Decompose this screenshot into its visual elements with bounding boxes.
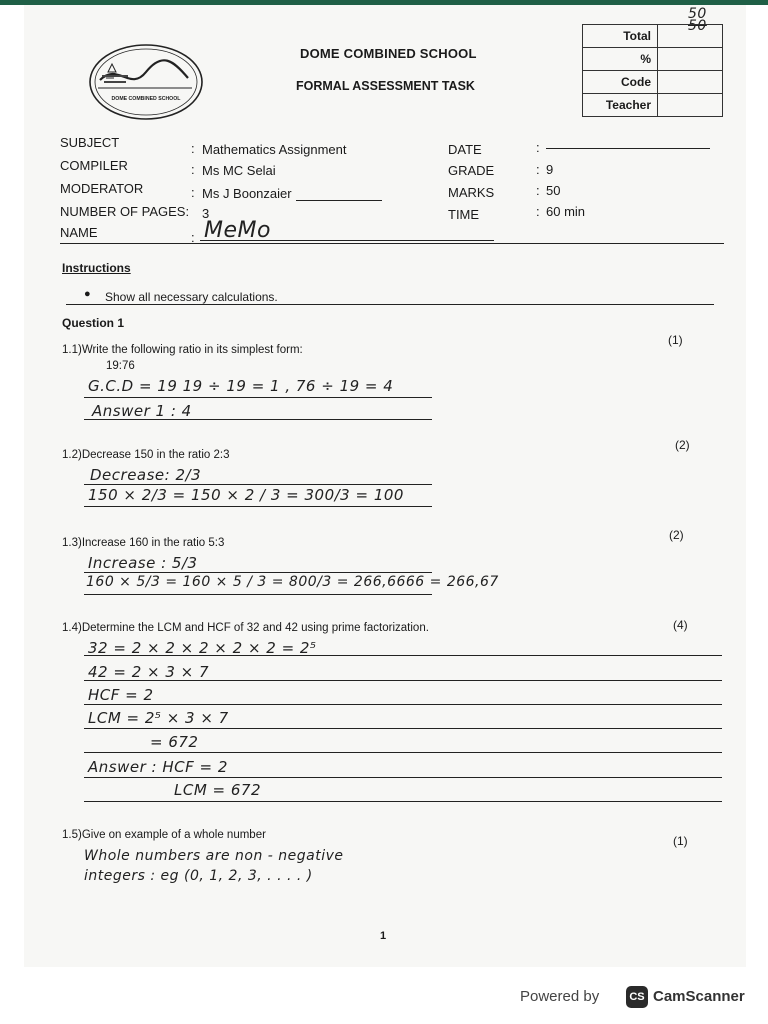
subject-value: Mathematics Assignment	[202, 142, 347, 157]
q1-3-text: 1.3)Increase 160 in the ratio 5:3	[62, 537, 225, 549]
q1-2-answer-line-1: Decrease: 2/3	[90, 466, 202, 484]
marks-value: 50	[546, 183, 561, 198]
instructions-underline	[66, 304, 714, 305]
school-name: DOME COMBINED SCHOOL	[300, 46, 477, 61]
name-underline	[200, 240, 494, 241]
q1-2-answer-line-2: 150 × 2/3 = 150 × 2 / 3 = 300/3 = 100	[88, 486, 404, 504]
grade-colon: :	[536, 162, 540, 177]
q1-1-answer-line-2: Answer 1 : 4	[92, 402, 192, 420]
q1-5-answer-line-2: integers : eg (0, 1, 2, 3, . . . . )	[84, 868, 313, 884]
q1-1-line-2	[84, 419, 432, 420]
q1-4-text: 1.4)Determine the LCM and HCF of 32 and 42 using prime factorization.	[62, 622, 429, 634]
q1-5-text: 1.5)Give on example of a whole number	[62, 829, 266, 841]
score-box	[582, 24, 723, 117]
q1-1-answer-line-1: G.C.D = 19 19 ÷ 19 = 1 , 76 ÷ 19 = 4	[88, 377, 394, 395]
q1-4-line-2	[84, 680, 722, 681]
q1-3-answer-line-1: Increase : 5/3	[88, 554, 198, 572]
mark-obtained: 50	[688, 6, 707, 22]
date-underline	[546, 148, 710, 149]
time-value: 60 min	[546, 204, 586, 219]
task-title: FORMAL ASSESSMENT TASK	[296, 79, 475, 93]
q1-4-answer-line-2: 42 = 2 × 3 × 7	[88, 663, 210, 681]
logo-text: DOME COMBINED SCHOOL	[111, 96, 181, 102]
q1-1-ratio: 19:76	[106, 360, 135, 372]
question1-heading: Question 1	[62, 316, 125, 330]
grade-label: GRADE	[448, 163, 495, 178]
bullet-icon: ●	[84, 288, 91, 300]
q1-1-line-1	[84, 397, 432, 398]
code-cell	[658, 71, 723, 94]
compiler-label: COMPILER	[60, 158, 128, 173]
q1-4-line-5	[84, 752, 722, 753]
q1-4-answer-line-5: = 672	[150, 733, 199, 751]
q1-5-marks: (1)	[673, 834, 688, 848]
q1-2-line-2	[84, 506, 432, 507]
teacher-cell	[658, 94, 723, 117]
time-colon: :	[536, 204, 540, 219]
camscanner-logo-icon: CS	[626, 986, 648, 1008]
total-label: Total	[583, 25, 658, 48]
date-label: DATE	[448, 142, 482, 157]
q1-4-answer-line-3: HCF = 2	[88, 686, 154, 704]
school-logo	[88, 42, 204, 122]
moderator-label: MODERATOR	[60, 181, 144, 196]
q1-3-line-1	[84, 572, 432, 573]
marks-label: MARKS	[448, 185, 495, 200]
powered-by-text: Powered by	[520, 988, 600, 1005]
name-label: NAME	[60, 225, 98, 240]
q1-4-line-7	[84, 801, 722, 802]
q1-2-text: 1.2)Decrease 150 in the ratio 2:3	[62, 449, 230, 461]
mark-out-of: 50	[688, 18, 707, 34]
subject-colon: :	[191, 141, 195, 156]
pages-value: 3	[202, 206, 210, 221]
name-colon: :	[191, 230, 195, 245]
compiler-value: Ms MC Selai	[202, 163, 276, 178]
instruction-item: Show all necessary calculations.	[105, 290, 278, 304]
marks-colon: :	[536, 183, 540, 198]
teacher-label: Teacher	[583, 94, 658, 117]
pages-label: NUMBER OF PAGES:	[60, 204, 190, 219]
instructions-heading: Instructions	[62, 261, 131, 275]
moderator-colon: :	[191, 185, 195, 200]
header-separator	[60, 243, 724, 244]
q1-4-answer-line-7: LCM = 672	[174, 781, 262, 799]
q1-3-answer-line-2: 160 × 5/3 = 160 × 5 / 3 = 800/3 = 266,6666 = 266,67	[86, 574, 499, 590]
q1-2-marks: (2)	[675, 438, 690, 452]
total-cell	[658, 25, 723, 48]
q1-3-line-2	[84, 594, 432, 595]
subject-label: SUBJECT	[60, 135, 120, 150]
q1-4-line-4	[84, 728, 722, 729]
q1-4-answer-line-6: Answer : HCF = 2	[88, 758, 228, 776]
q1-4-line-3	[84, 704, 722, 705]
q1-4-answer-line-4: LCM = 2⁵ × 3 × 7	[88, 709, 229, 727]
q1-4-line-1	[84, 655, 722, 656]
code-label: Code	[583, 71, 658, 94]
q1-1-marks: (1)	[668, 333, 683, 347]
q1-5-answer-line-1: Whole numbers are non - negative	[84, 848, 344, 864]
camscanner-brand: CamScanner	[653, 988, 745, 1005]
date-colon: :	[536, 140, 540, 155]
q1-4-answer-line-1: 32 = 2 × 2 × 2 × 2 × 2 = 2⁵	[88, 639, 317, 657]
grade-value: 9	[546, 162, 554, 177]
moderator-value: Ms J Boonzaier	[202, 186, 292, 201]
q1-4-line-6	[84, 777, 722, 778]
q1-2-line-1	[84, 484, 432, 485]
moderator-underline	[296, 200, 382, 201]
q1-1-text: 1.1)Write the following ratio in its simplest form:	[62, 344, 303, 356]
percent-label: %	[583, 48, 658, 71]
q1-3-marks: (2)	[669, 528, 684, 542]
q1-4-marks: (4)	[673, 618, 688, 632]
percent-cell	[658, 48, 723, 71]
name-value: MeMo	[204, 218, 271, 243]
compiler-colon: :	[191, 162, 195, 177]
time-label: TIME	[448, 207, 480, 222]
page-number: 1	[380, 930, 387, 942]
